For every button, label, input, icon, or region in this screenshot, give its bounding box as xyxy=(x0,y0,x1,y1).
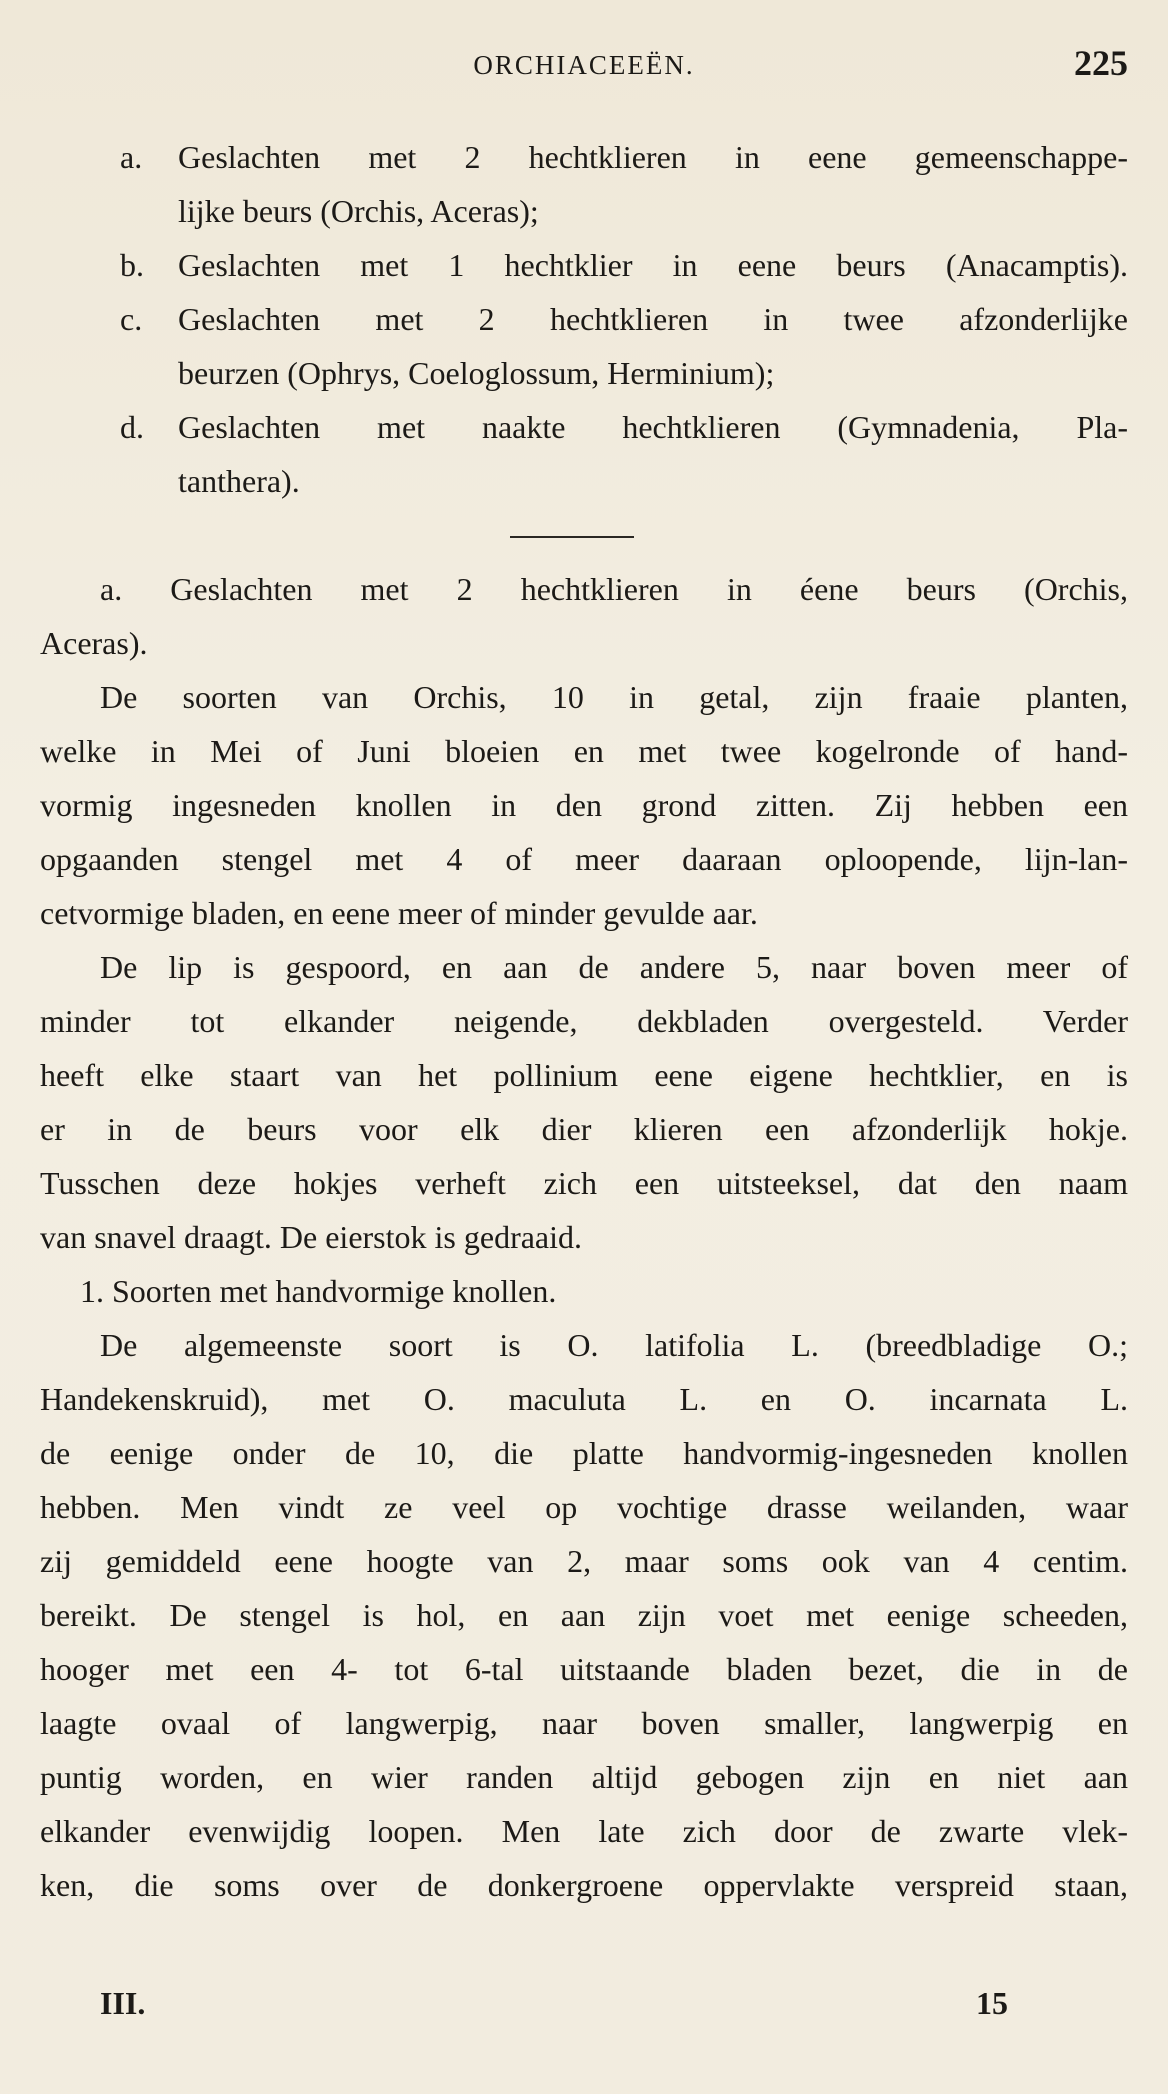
text-line: bereikt. De stengel is hol, en aan zijn voet met eenige scheeden, xyxy=(40,1597,1128,1633)
subsection-heading xyxy=(40,1264,1128,1318)
signature-mark: III. xyxy=(100,1985,146,2021)
text-line: beurzen (Ophrys, Coeloglossum, Herminium); xyxy=(178,355,775,391)
list-item-label: b. xyxy=(120,247,144,283)
text-line: vormig ingesneden knollen in den grond zitten. Zij hebben een xyxy=(40,787,1128,823)
text-line: Geslachten met 2 hechtklieren in twee afzonderlijke xyxy=(178,301,1128,337)
text-line: lijke beurs (Orchis, Aceras); xyxy=(178,193,539,229)
paragraph xyxy=(40,1318,1128,1912)
text-line: De algemeenste soort is O. latifolia L. (breedbladige O.; xyxy=(100,1327,1128,1363)
text-line: elkander evenwijdig loopen. Men late zich door de zwarte vlek- xyxy=(40,1813,1128,1849)
text-line: Geslachten met naakte hechtklieren (Gymnadenia, Pla- xyxy=(178,409,1128,445)
page-header xyxy=(0,42,1168,92)
text-line: Geslachten met 1 hechtklier in eene beurs (Anacamptis). xyxy=(178,247,1128,283)
text-line: opgaanden stengel met 4 of meer daaraan oploopende, lijn-lan- xyxy=(40,841,1128,877)
text-line: Handekenskruid), met O. maculuta L. en O. incarnata L. xyxy=(40,1381,1128,1417)
paragraph xyxy=(40,940,1128,1264)
gathering-number: 15 xyxy=(976,1985,1008,2021)
text-line: er in de beurs voor elk dier klieren een afzonderlijk hokje. xyxy=(40,1111,1128,1147)
paragraph xyxy=(40,670,1128,940)
text-line: Tusschen deze hokjes verheft zich een uitsteeksel, dat den naam xyxy=(40,1165,1128,1201)
text-line: Geslachten met 2 hechtklieren in eene gemeenschappe- xyxy=(178,139,1128,175)
text-line: laagte ovaal of langwerpig, naar boven smaller, langwerpig en xyxy=(40,1705,1128,1741)
text-line: zij gemiddeld eene hoogte van 2, maar soms ook van 4 centim. xyxy=(40,1543,1128,1579)
list-item-d xyxy=(40,400,1128,508)
text-line: Aceras). xyxy=(40,625,148,661)
text-line: De lip is gespoord, en aan de andere 5, naar boven meer of xyxy=(100,949,1128,985)
list-item-b xyxy=(40,238,1128,292)
page-number: 225 xyxy=(1074,43,1128,83)
text-line: van snavel draagt. De eierstok is gedraaid. xyxy=(40,1219,583,1255)
text-line: puntig worden, en wier randen altijd gebogen zijn en niet aan xyxy=(40,1759,1128,1795)
list-item-label: d. xyxy=(120,409,144,445)
text-line: De soorten van Orchis, 10 in getal, zijn fraaie planten, xyxy=(100,679,1128,715)
text-line: welke in Mei of Juni bloeien en met twee kogelronde of hand- xyxy=(40,733,1128,769)
running-title: ORCHIACEEËN. xyxy=(473,50,695,80)
text-line: 1. Soorten met handvormige knollen. xyxy=(80,1273,557,1309)
list-item-label: a. xyxy=(120,139,143,175)
page-body xyxy=(40,130,1128,1912)
text-line: cetvormige bladen, en eene meer of minder gevulde aar. xyxy=(40,895,758,931)
text-line: tanthera). xyxy=(178,463,300,499)
text-line: minder tot elkander neigende, dekbladen overgesteld. Verder xyxy=(40,1003,1128,1039)
section-heading-paragraph xyxy=(40,562,1128,670)
text-line: heeft elke staart van het pollinium eene eigene hechtklier, en is xyxy=(40,1057,1128,1093)
text-line: a. Geslachten met 2 hechtklieren in éene beurs (Orchis, xyxy=(100,571,1128,607)
text-line: hooger met een 4- tot 6-tal uitstaande bladen bezet, die in de xyxy=(40,1651,1128,1687)
page-footer xyxy=(0,1985,1168,2045)
list-item-a xyxy=(40,130,1128,238)
list-item-c xyxy=(40,292,1128,400)
text-line: de eenige onder de 10, die platte handvormig-ingesneden knollen xyxy=(40,1435,1128,1471)
text-line: hebben. Men vindt ze veel op vochtige drasse weilanden, waar xyxy=(40,1489,1128,1525)
text-line: ken, die soms over de donkergroene oppervlakte verspreid staan, xyxy=(40,1867,1128,1903)
list-item-label: c. xyxy=(120,301,143,337)
section-divider xyxy=(40,508,1128,562)
